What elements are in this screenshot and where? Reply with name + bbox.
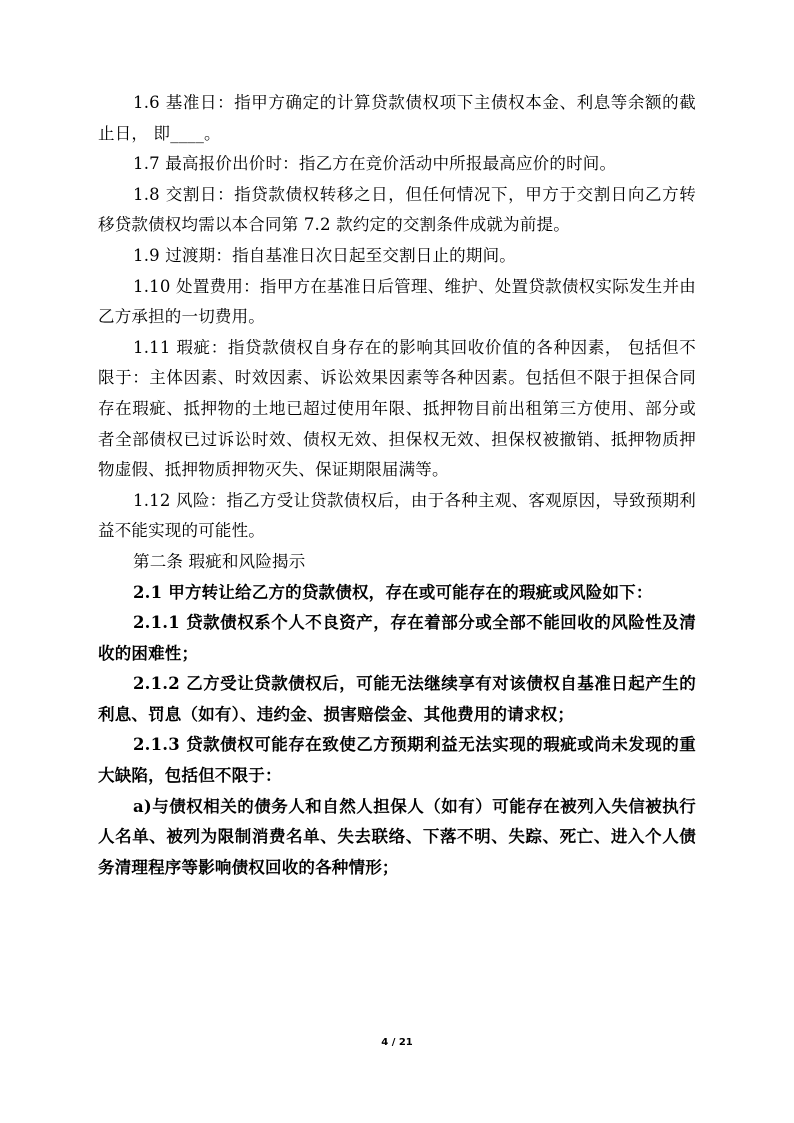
- clause-2-1-1: 2.1.1 贷款债权系个人不良资产，存在着部分或全部不能回收的风险性及清收的困难性；: [98, 613, 696, 663]
- clause-1-10: 1.10 处置费用：指甲方在基准日后管理、维护、处置贷款债权实际发生并由乙方承担的一切费用。: [98, 276, 696, 327]
- clause-1-9: 1.9 过渡期：指自基准日次日起至交割日止的期间。: [133, 245, 516, 265]
- clause-1-6: 1.6 基准日：指甲方确定的计算贷款债权项下主债权本金、利息等余额的截止日， 即____。: [98, 93, 696, 143]
- document-body: [98, 88, 696, 883]
- clause-1-8: 1.8 交割日：指贷款债权转移之日，但任何情况下，甲方于交割日向乙方转移贷款债权均需以本合同第 7.2 款约定的交割条件成就为前提。: [98, 184, 696, 235]
- article-2-heading: 第二条 瑕疵和风险揭示: [133, 551, 306, 571]
- clause-1-11: 1.11 瑕疵：指贷款债权自身存在的影响其回收价值的各种因素， 包括但不限于：主体因素、时效因素、诉讼效果因素等各种因素。包括但不限于担保合同存在瑕疵、抵押物的土地已超过使用年限、抵押物目前出租第三方使用、部分或者全部债权已过诉讼时效、债权无效、担保权无效、担保权被撤销、抵押物质押物虚假、抵押物质押物灭失、保证期限届满等。: [98, 337, 696, 480]
- clause-1-7: 1.7 最高报价出价时：指乙方在竞价活动中所报最高应价的时间。: [133, 154, 617, 174]
- clause-1-12: 1.12 风险：指乙方受让贷款债权后，由于各种主观、客观原因，导致预期利益不能实现的可能性。: [98, 490, 696, 541]
- page-number: 4 / 21: [381, 1037, 413, 1048]
- clause-2-1-3-a: a)与债权相关的债务人和自然人担保人（如有）可能存在被列入失信被执行人名单、被列为限制消费名单、失去联络、下落不明、失踪、死亡、进入个人债务清理程序等影响债权回收的各种情形；: [98, 796, 696, 877]
- clause-2-1-3: 2.1.3 贷款债权可能存在致使乙方预期利益无法实现的瑕疵或尚未发现的重大缺陷，包括但不限于：: [98, 735, 696, 786]
- clause-2-1-2: 2.1.2 乙方受让贷款债权后，可能无法继续享有对该债权自基准日起产生的利息、罚息（如有）、违约金、损害赔偿金、其他费用的请求权；: [98, 674, 696, 724]
- clause-2-1: 2.1 甲方转让给乙方的贷款债权，存在或可能存在的瑕疵或风险如下：: [133, 582, 653, 602]
